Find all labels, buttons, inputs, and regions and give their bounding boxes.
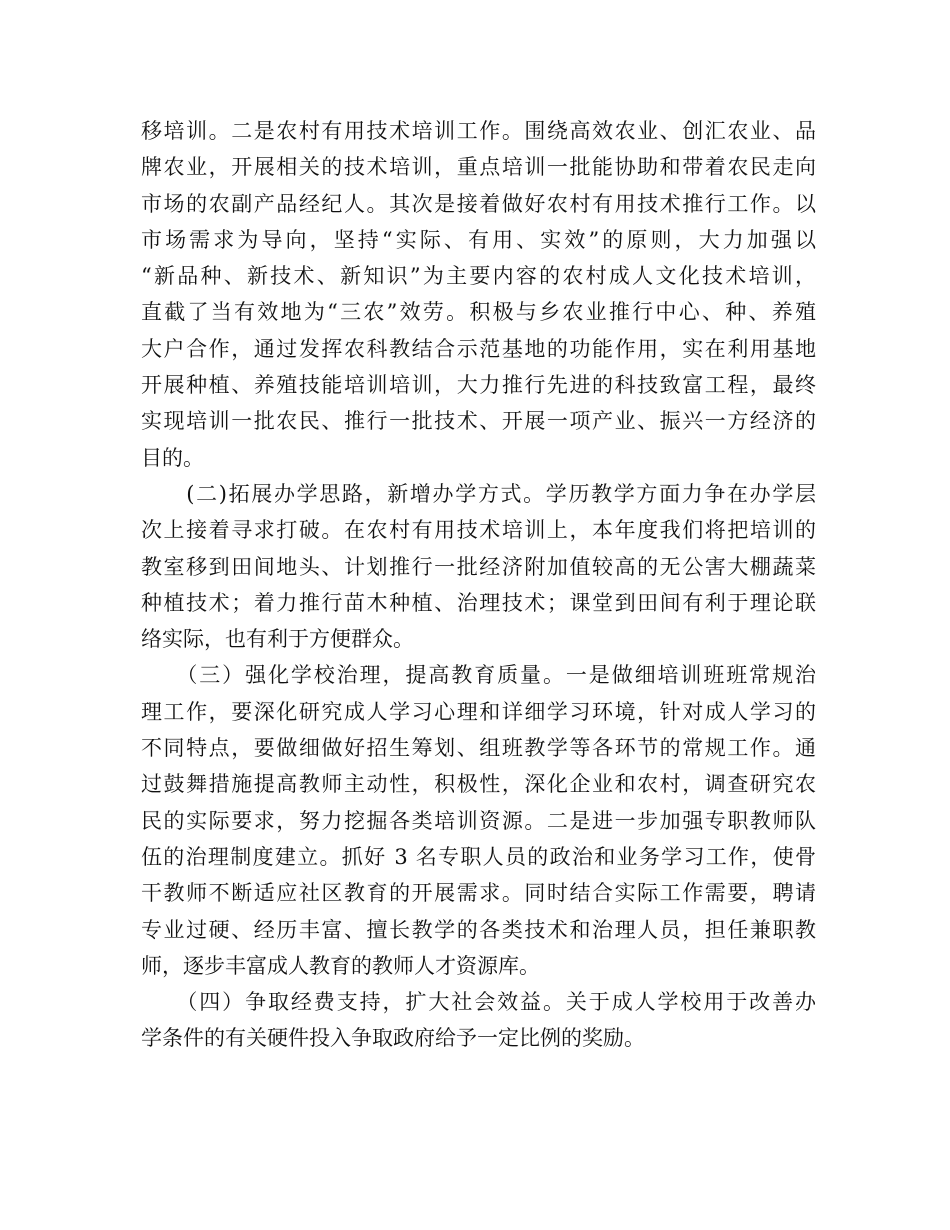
text-line: 学条件的有关硬件投入争取政府给予一定比例的奖励。 xyxy=(141,1026,645,1051)
text-line: 大户合作，通过发挥农科教结合示范基地的功能作用，实在利用基地 xyxy=(141,336,816,361)
text-line: 开展种植、养殖技能培训培训，大力推行先进的科技致富工程，最终 xyxy=(141,373,816,398)
text-line: 不同特点，要做细做好招生筹划、组班教学等各环节的常规工作。通 xyxy=(141,736,816,761)
text-line: 师，逐步丰富成人教育的教师人才资源库。 xyxy=(141,953,540,978)
text-line: 干教师不断适应社区教育的开展需求。同时结合实际工作需要，聘请 xyxy=(141,881,816,906)
text-line: 市场需求为导向，坚持“实际、有用、实效”的原则，大力加强以 xyxy=(141,227,816,252)
text-line: （三）强化学校治理，提高教育质量。一是做细培训班班常规治 xyxy=(141,663,816,688)
text-line: 次上接着寻求打破。在农村有用技术培训上，本年度我们将把培训的 xyxy=(141,518,816,543)
text-line: 络实际，也有利于方便群众。 xyxy=(141,627,414,652)
text-line: 市场的农副产品经纪人。其次是接着做好农村有用技术推行工作。以 xyxy=(141,191,816,216)
text-line: “新品种、新技术、新知识”为主要内容的农村成人文化技术培训， xyxy=(141,264,816,289)
text-line: 种植技术；着力推行苗木种植、治理技术；课堂到田间有利于理论联 xyxy=(141,590,816,615)
text-line: 移培训。二是农村有用技术培训工作。围绕高效农业、创汇农业、品 xyxy=(141,119,816,143)
text-line: 专业过硬、经历丰富、擅长教学的各类技术和治理人员，担任兼职教 xyxy=(141,917,816,942)
text-line: 过鼓舞措施提高教师主动性，积极性，深化企业和农村，调查研究农 xyxy=(141,772,816,797)
text-line: 实现培训一批农民、推行一批技术、开展一项产业、振兴一方经济的 xyxy=(141,409,816,434)
body-text xyxy=(141,113,816,1057)
text-line: （四）争取经费支持，扩大社会效益。关于成人学校用于改善办 xyxy=(141,990,816,1015)
text-line: 目的。 xyxy=(141,445,204,470)
text-line: 理工作，要深化研究成人学习心理和详细学习环境，针对成人学习的 xyxy=(141,699,816,724)
text-line: 教室移到田间地头、计划推行一批经济附加值较高的无公害大棚蔬菜 xyxy=(141,554,816,579)
text-line: 直截了当有效地为“三农”效劳。积极与乡农业推行中心、种、养殖 xyxy=(141,300,816,325)
text-line: 民的实际要求，努力挖掘各类培训资源。二是进一步加强专职教师队 xyxy=(141,808,816,833)
text-line: 牌农业，开展相关的技术培训，重点培训一批能协助和带着农民走向 xyxy=(141,155,816,180)
text-line: (二)拓展办学思路，新增办学方式。学历教学方面力争在办学层 xyxy=(141,481,816,506)
text-line: 伍的治理制度建立。抓好 3 名专职人员的政治和业务学习工作，使骨 xyxy=(141,844,816,869)
